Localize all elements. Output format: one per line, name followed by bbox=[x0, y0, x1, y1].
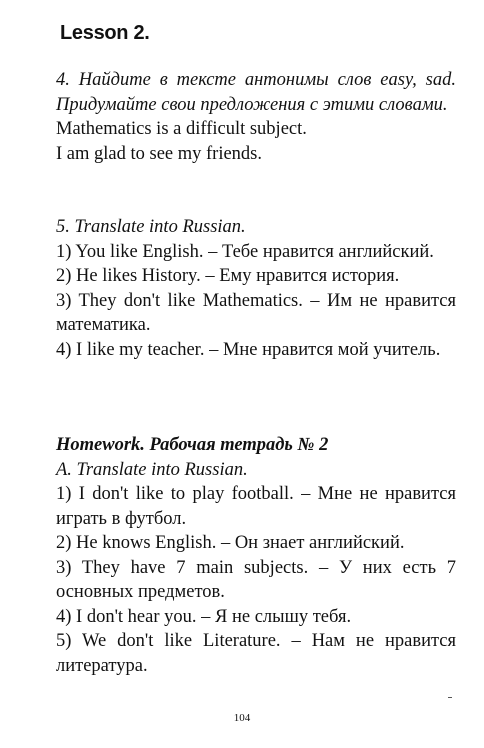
homework-item: 3) They have 7 main subjects. – У них есть 7 основных предметов. bbox=[56, 557, 456, 602]
task-4-line: Mathematics is a difficult subject. bbox=[56, 119, 307, 139]
task-5 bbox=[56, 215, 456, 362]
task-5-item: 3) They don't like Mathematics. – Им не нравится математика. bbox=[56, 290, 456, 335]
homework-section bbox=[56, 433, 456, 678]
homework-subheading: A. Translate into Russian. bbox=[56, 459, 248, 480]
homework-item: 4) I don't hear you. – Я не слышу тебя. bbox=[56, 606, 352, 627]
lesson-title: Lesson 2. bbox=[60, 22, 150, 44]
homework-item: 5) We don't like Literature. – Нам не нравится литература. bbox=[56, 631, 456, 676]
task-5-item: 1) You like English. – Тебе нравится английский. bbox=[56, 241, 434, 262]
task-5-item: 4) I like my teacher. – Мне нравится мой учитель. bbox=[56, 339, 441, 360]
page-number: 104 bbox=[233, 712, 251, 724]
scan-speck bbox=[448, 697, 452, 698]
homework-heading: Homework. Рабочая тетрадь № 2 bbox=[56, 435, 329, 455]
task-5-item: 2) He likes History. – Ему нравится история. bbox=[56, 266, 400, 286]
task-4-line: I am glad to see my friends. bbox=[56, 143, 263, 164]
task-4-heading: 4. Найдите в тексте антонимы слов easy, sad. Придумайте свои предложения с этими словами. bbox=[56, 70, 456, 115]
homework-item: 2) He knows English. – Он знает английский. bbox=[56, 533, 405, 553]
task-4 bbox=[56, 68, 456, 166]
homework-item: 1) I don't like to play football. – Мне не нравится играть в футбол. bbox=[56, 484, 456, 529]
task-5-heading: 5. Translate into Russian. bbox=[56, 217, 246, 237]
